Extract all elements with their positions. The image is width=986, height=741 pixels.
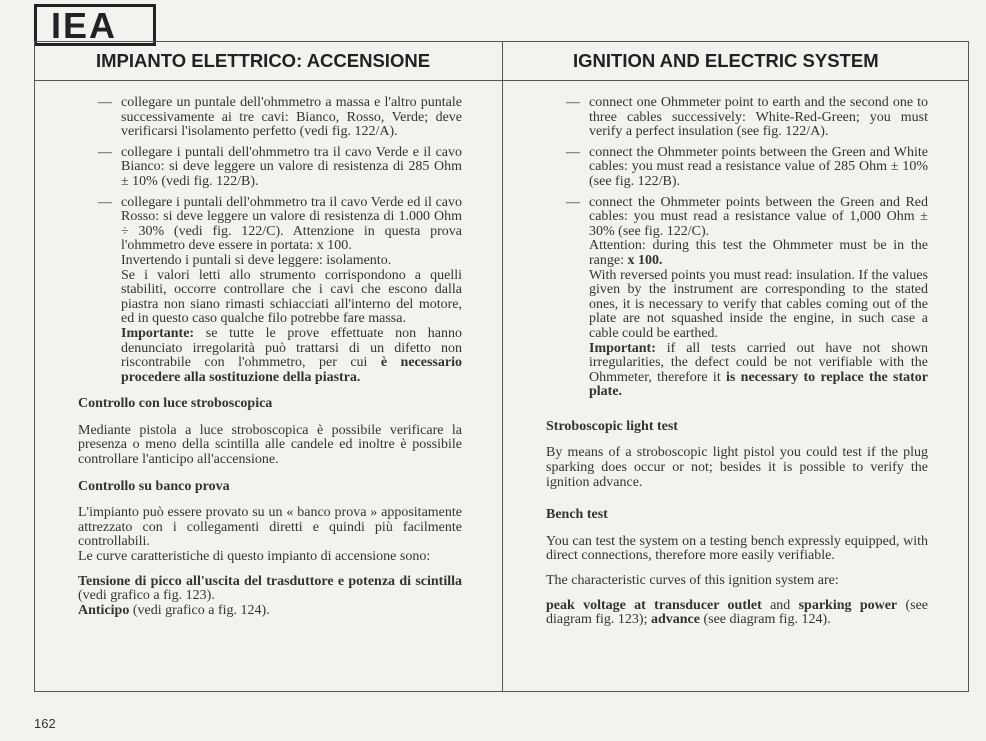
bullet-item bbox=[78, 146, 462, 190]
important-label: Importante: bbox=[121, 325, 195, 341]
important-text: if all tests carried out have not shown irregularities, the defect could be not verifiable with the Ohmmeter, therefore it bbox=[589, 340, 928, 385]
reverse-text: Invertendo i puntali si deve leggere: isolamento. bbox=[121, 252, 392, 268]
bench-text: L'impianto può essere provato su un « banco prova » appositamente attrezzato con i collegamenti diretti e quindi più facilmente controllabili. bbox=[78, 505, 462, 550]
values-text: Se i valori letti allo strumento corrispondono a quelli stabiliti, occorre controllare che i cavi che escono dalla piastra non siano rimasti schiacciati all'interno del motore, ed in questo caso qualche filo potrebbe fare massa. bbox=[121, 267, 462, 327]
advance-label: advance bbox=[650, 612, 700, 628]
strobe-heading: Controllo con luce stroboscopica bbox=[78, 396, 273, 412]
attention-note bbox=[589, 239, 928, 268]
spark-label: sparking power bbox=[798, 597, 898, 613]
dash-marker: — bbox=[98, 144, 112, 160]
bullet-text: collegare i puntali dell'ohmmetro tra il cavo Verde ed il cavo Rosso: si deve leggere un valore di resistenza di 1.000 Ohm ÷ 30% (vedi fig. 122/C). Attenzione in questa prova l'ohmmetro deve essere in portata: x 100. bbox=[121, 194, 462, 254]
peak-label: Tensione di picco all'uscita del trasduttore e potenza di scintilla bbox=[78, 573, 462, 589]
dash-marker: — bbox=[98, 95, 112, 110]
strobe-heading: Stroboscopic light test bbox=[546, 418, 678, 434]
important-label: Important: bbox=[589, 340, 656, 356]
important-note bbox=[121, 327, 462, 385]
bullet-text: connect the Ohmmeter points between the Green and Red cables: you must read a resistance value of 1,000 Ohm ± 30% (see fig. 122/C). bbox=[589, 194, 928, 239]
attention-text: Attention: during this test the Ohmmeter must be in the range: bbox=[589, 238, 928, 268]
left-column bbox=[78, 96, 462, 618]
dash-marker: — bbox=[566, 194, 580, 210]
peak-voltage-line bbox=[78, 575, 462, 604]
attention-bold-text: x 100. bbox=[627, 252, 663, 268]
strobe-text: By means of a stroboscopic light pistol you could test if the plug sparking does occur or not; besides it is possible to verify the ignition advance. bbox=[546, 445, 928, 490]
bullet-text: collegare i puntali dell'ohmmetro tra il cavo Verde e il cavo Bianco: si deve leggere un valore di resistenza di 285 Ohm ± 10% (vedi fig. 122/B). bbox=[121, 144, 462, 189]
and-text: and bbox=[761, 597, 799, 613]
bullet-item bbox=[546, 196, 928, 400]
bench-text: You can test the system on a testing bench expressly equipped, with direct connections, therefore more easily verifiable. bbox=[546, 533, 928, 564]
dash-marker: — bbox=[566, 95, 580, 110]
important-bold-text: is necessary to replace the stator plate. bbox=[589, 369, 928, 400]
bullet-text: connect the Ohmmeter points between the Green and White cables: you must read a resistance value of 285 Ohm ± 10% (see fig. 122/B). bbox=[589, 144, 928, 189]
bullet-item bbox=[78, 196, 462, 386]
left-section-title: IMPIANTO ELETTRICO: ACCENSIONE bbox=[96, 50, 431, 71]
advance-label: Anticipo bbox=[78, 602, 130, 618]
curves-text: The characteristic curves of this ignition system are: bbox=[546, 573, 839, 589]
peak-label: peak voltage at transducer outlet bbox=[546, 597, 762, 613]
dash-marker: — bbox=[566, 144, 580, 160]
advance-line bbox=[78, 604, 462, 619]
important-note bbox=[589, 342, 928, 400]
iea-logo bbox=[34, 4, 156, 46]
logo-text: IEA bbox=[51, 5, 118, 46]
peak-voltage-line bbox=[546, 599, 928, 628]
right-column bbox=[546, 96, 928, 628]
important-text: se tutte le prove effettuate non hanno denunciato irregolarità può trattarsi di un difetto non riscontrabile con l'ohmmetro, per cui bbox=[121, 325, 462, 371]
bullet-item bbox=[78, 96, 462, 140]
strobe-text: Mediante pistola a luce stroboscopica è possibile verificare la presenza o meno della scintilla alle candele ed inoltre è possibile controllare l'anticipo all'accensione. bbox=[78, 422, 462, 468]
right-section-title: IGNITION AND ELECTRIC SYSTEM bbox=[573, 50, 879, 71]
bench-heading: Bench test bbox=[546, 507, 608, 523]
important-bold-text: è necessario procedere alla sostituzione della piastra. bbox=[121, 355, 462, 385]
advance-ref: (vedi grafico a fig. 124). bbox=[129, 602, 270, 618]
page-number: 162 bbox=[34, 716, 56, 731]
bullet-item bbox=[546, 146, 928, 190]
reverse-text: With reversed points you must read: insulation. If the values given by the instrument are corresponding to the stated ones, it is necessary to verify that cables coming out of the plate are not squashed inside the engine, in such case a cable could be earthed. bbox=[589, 267, 928, 341]
peak-ref: (see diagram fig. 123); bbox=[546, 597, 928, 628]
bullet-text: collegare un puntale dell'ohmmetro a massa e l'altro puntale successivamente ai tre cavi: Bianco, Rosso, Verde; deve verificarsi l'isolamento perfetto (vedi fig. 122/A). bbox=[121, 95, 462, 140]
advance-ref: (see diagram fig. 124). bbox=[699, 612, 831, 628]
curves-text: Le curve caratteristiche di questo impianto di accensione sono: bbox=[78, 549, 431, 565]
bullet-text: connect one Ohmmeter point to earth and the second one to three cables successively: White-Red-Green; you must verify a perfect insulation (see fig. 122/A). bbox=[589, 95, 928, 140]
peak-ref: (vedi grafico a fig. 123). bbox=[78, 588, 215, 604]
bullet-item bbox=[546, 96, 928, 140]
column-divider bbox=[502, 41, 503, 692]
dash-marker: — bbox=[98, 194, 112, 210]
bench-heading: Controllo su banco prova bbox=[78, 478, 230, 494]
